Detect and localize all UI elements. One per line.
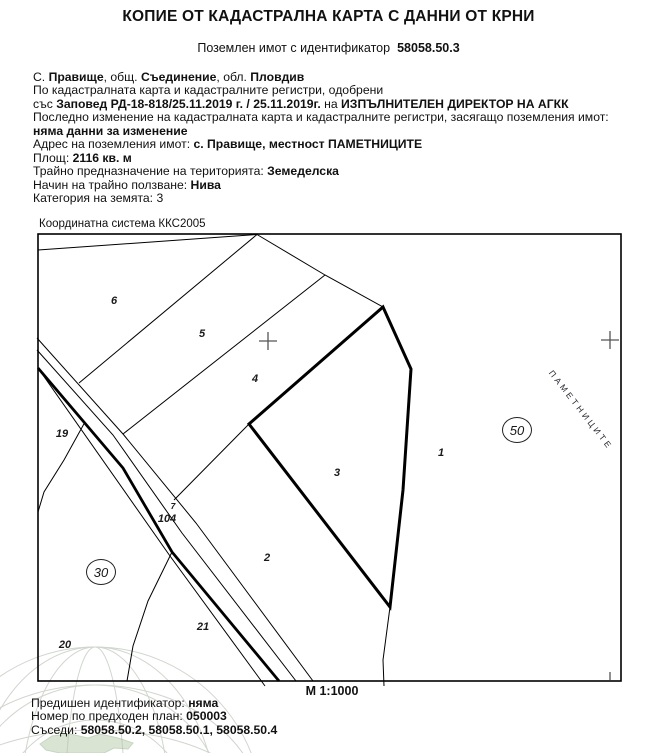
parcel-label-3: 3 [333,467,341,479]
parcel-label-2: 2 [263,552,271,564]
parcel-label-7: 7 [170,501,176,511]
boundary-20-21 [127,552,172,681]
boundary-4-2 [174,424,249,500]
coordinate-system-label: Координатна система ККС2005 [39,218,206,230]
boundary-top-sliver [38,235,257,251]
property-info-block [33,71,633,206]
parcel-label-20: 20 [58,639,72,651]
parcel-label-4: 4 [251,373,259,385]
parcel-label-6: 6 [110,295,118,307]
info-line-last-change: Последно изменение на кадастралната карта и кадастралните регистри, засягащо поземления имот: [33,110,609,125]
info-line-use: Начин на трайно ползване: Нива [33,177,221,192]
info-line-territory: Трайно предназначение на територията: Земеделска [33,164,339,179]
info-line-address: Адрес на поземления имот: с. Правище, местност ПАМЕТНИЦИТЕ [33,137,423,152]
boundary-6-5 [79,235,257,384]
parcel-label-19: 19 [55,428,69,440]
parcel-label-5: 5 [198,328,206,340]
massif-number-50: 50 [502,417,532,443]
road-edge-left [38,368,265,686]
footer-block [31,697,631,737]
footer-line-prev-plan: Номер по предходен план: 050003 [31,709,227,724]
boundary-apex-line [257,235,383,308]
footer-line-prev-id: Предишен идентификатор: няма [31,696,219,710]
info-line-category: Категория на земята: 3 [33,191,164,206]
boundary-5-4 [123,275,325,434]
boundary-below-subject [383,607,390,686]
info-line-order: със Заповед РД-18-818/25.11.2019 г. / 25.11.2019г. на ИЗПЪЛНИТЕЛЕН ДИРЕКТОР НА АГКК [33,96,569,111]
cross-marker-right [601,331,619,349]
document-title: КОПИЕ ОТ КАДАСТРАЛНА КАРТА С ДАННИ ОТ КРНИ [122,8,535,25]
locality-name-rotated: ПАМЕТНИЦИТЕ [546,368,616,452]
cross-marker-left [259,332,277,350]
info-line-approved: По кадастралната карта и кадастралните регистри, одобрени [33,83,384,98]
footer-line-neighbours: Съседи: 58058.50.2, 58058.50.1, 58058.50.4 [31,722,278,737]
info-line-area: Площ: 2116 кв. м [33,150,132,165]
subtitle-label: Поземлен имот с идентификатор [197,41,391,55]
map-frame [38,234,621,681]
massif-number-30: 30 [86,559,116,585]
parcel-label-21: 21 [196,621,210,633]
document-subtitle [0,41,657,55]
subject-parcel-outline [249,307,411,607]
info-line-location: С. Правище, общ. Съединение, обл. Пловдив [33,70,305,84]
info-line-last-change-value: няма данни за изменение [33,123,188,138]
parcel-label-104: 104 [157,513,177,525]
map-scale: М 1:1000 [305,684,359,698]
parcel-label-1: 1 [437,447,445,459]
property-identifier: 58058.50.3 [397,41,460,55]
